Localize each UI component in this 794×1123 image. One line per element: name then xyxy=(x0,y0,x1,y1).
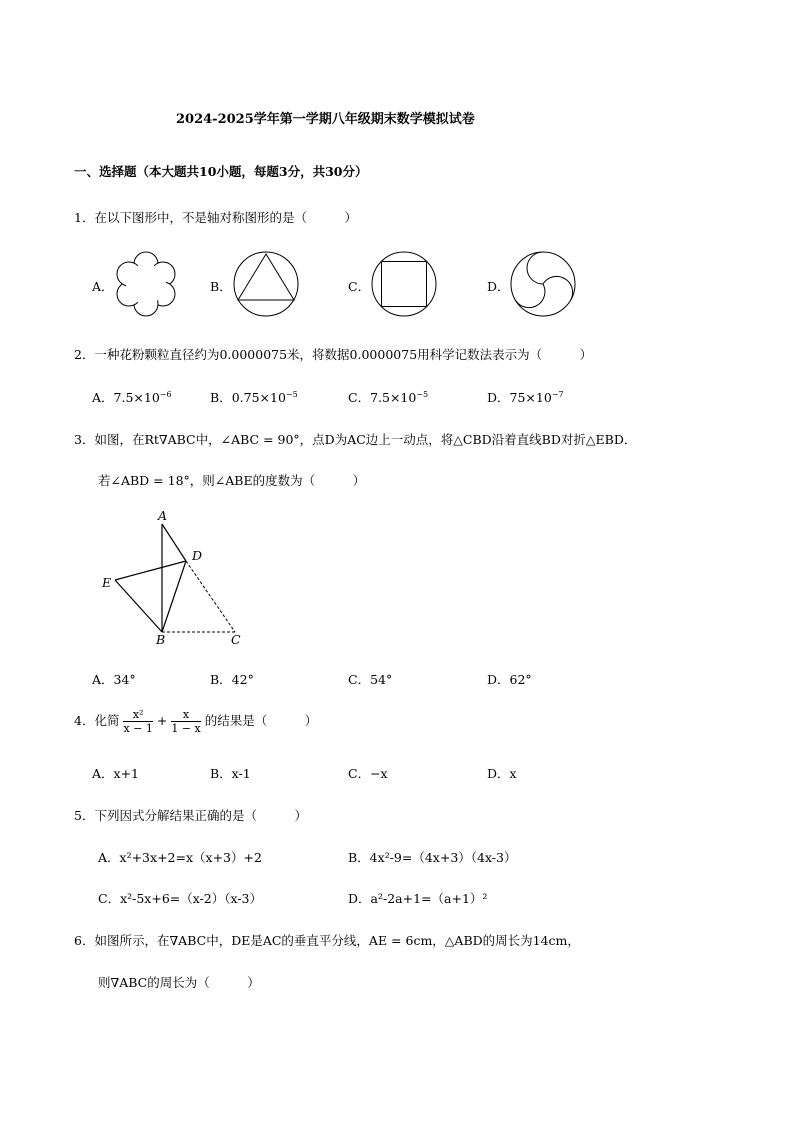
q5-option-c: C．x²-5x+6=（x-2）（x-3） xyxy=(98,891,263,906)
q5-option-d: D．a²-2a+1=（a+1）² xyxy=(348,891,488,906)
q1-option-a-label: A． xyxy=(92,279,114,294)
triangle-fold-figure xyxy=(98,505,248,645)
q5-option-b: B．4x²-9=（4x+3）（4x-3） xyxy=(348,850,517,865)
q4-option-c: C．−x xyxy=(348,766,388,781)
question-2-stem: 2．一种花粉颗粒直径约为0.0000075米，将数据0.0000075用科学记数法表示为（ ） xyxy=(74,347,593,362)
q1-option-b-label: B． xyxy=(210,279,232,294)
question-6-line1: 6．如图所示，在∇ABC中，DE是AC的垂直平分线，AE = 6cm，△ABD的周长为14cm， xyxy=(74,933,580,948)
flower-figure xyxy=(112,250,180,318)
question-3-line1: 3．如图，在Rt∇ABC中，∠ABC = 90°，点D为AC边上一动点，将△CBD沿着直线BD对折△EBD． xyxy=(74,432,637,447)
q3-option-d: D．62° xyxy=(487,672,532,687)
q1-option-d-label: D． xyxy=(487,279,510,294)
point-label-a: A xyxy=(158,508,168,523)
point-label-b: B xyxy=(156,632,166,647)
q2-option-a: A．$7.5\times 10^{-6}$ xyxy=(92,389,172,405)
question-3-line2: 若∠ABD = 18°，则∠ABE的度数为（ ） xyxy=(98,473,366,488)
circle-triangle-figure xyxy=(233,251,299,317)
question-1-stem: 1．在以下图形中，不是轴对称图形的是（ ） xyxy=(74,210,357,225)
circle-square-figure xyxy=(371,251,437,317)
q1-option-c-label: C． xyxy=(348,279,371,294)
page-title: 2024-2025学年第一学期八年级期末数学模拟试卷 xyxy=(176,112,475,127)
fraction-2: $\frac{x}{1 - x}$ xyxy=(171,708,201,735)
q3-option-c: C．54° xyxy=(348,672,393,687)
section-heading: 一、选择题（本大题共10小题，每题3分，共30分） xyxy=(74,164,368,179)
q4-option-d: D．x xyxy=(487,766,517,781)
point-label-d: D xyxy=(192,548,203,563)
question-4-stem: 4．化简 $\frac{\text{x²}}{x - 1}$ + $\frac{x}{1 - x}$ 的结果是（ ） xyxy=(74,708,318,735)
q2-option-c: C．$7.5\times 10^{-5}$ xyxy=(348,389,429,405)
question-5-stem: 5．下列因式分解结果正确的是（ ） xyxy=(74,808,307,823)
q3-option-a: A．34° xyxy=(92,672,136,687)
fraction-1: $\frac{\text{x²}}{x - 1}$ xyxy=(123,708,153,735)
q5-option-a: A．x²+3x+2=x（x+3）+2 xyxy=(98,850,262,865)
swirl-circle-figure xyxy=(510,251,576,317)
question-6-line2: 则∇ABC的周长为（ ） xyxy=(98,975,260,990)
q3-option-b: B．42° xyxy=(210,672,254,687)
q4-option-b: B．x-1 xyxy=(210,766,251,781)
q2-option-b: B．$0.75\times 10^{-5}$ xyxy=(210,389,298,405)
point-label-e: E xyxy=(102,575,112,590)
q4-option-a: A．x+1 xyxy=(92,766,140,781)
q2-option-d: D．$75\times 10^{-7}$ xyxy=(487,389,564,405)
point-label-c: C xyxy=(231,632,241,647)
